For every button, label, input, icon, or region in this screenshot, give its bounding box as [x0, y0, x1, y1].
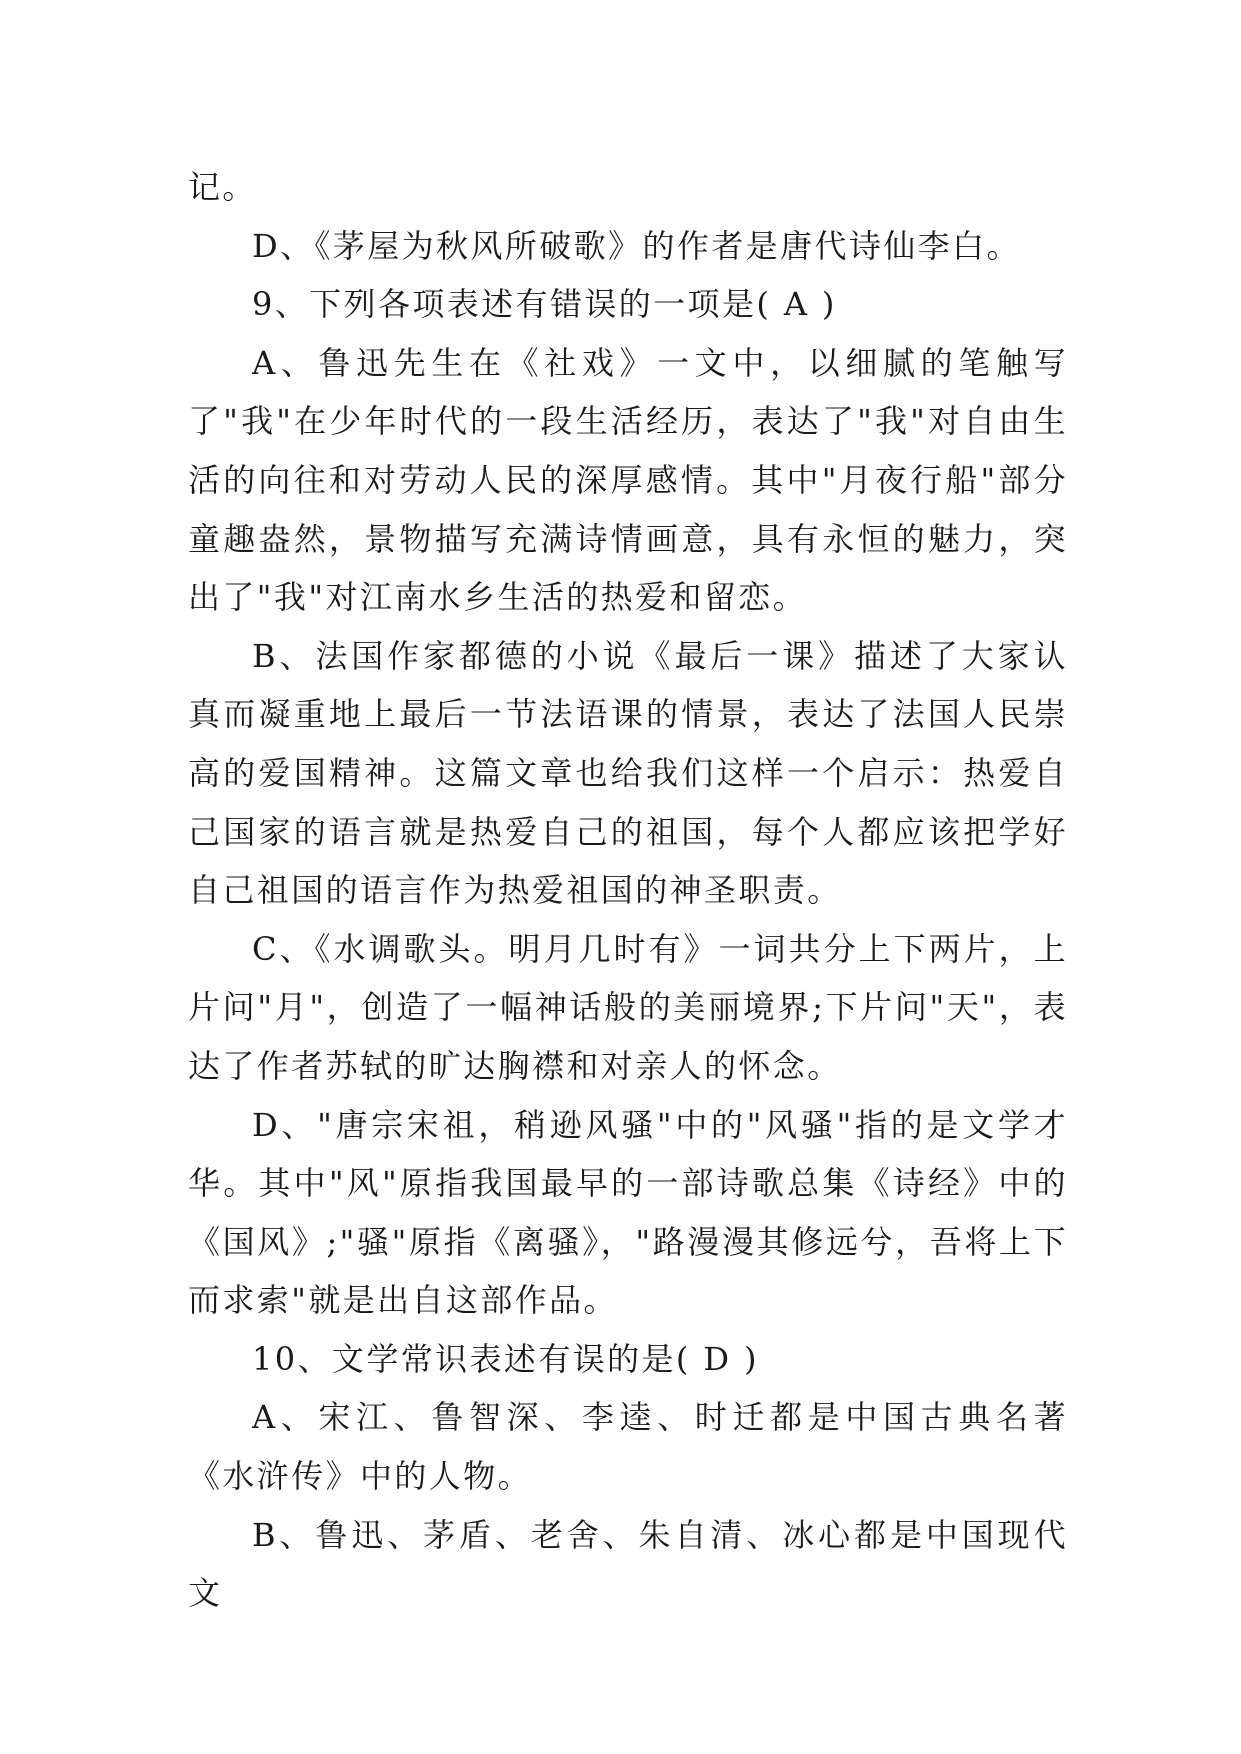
paragraph-option-c-q9: C、《水调歌头。明月几时有》一词共分上下两片，上片问"月"，创造了一幅神话般的美丽境界;下片问"天"，表达了作者苏轼的旷达胸襟和对亲人的怀念。 [188, 929, 1068, 1085]
paragraph-option-d-q8: D、《茅屋为秋风所破歌》的作者是唐代诗仙李白。 [252, 226, 1021, 265]
paragraph-continuation: 记。 [188, 168, 257, 206]
paragraph-option-b-q9: B、法国作家都德的小说《最后一课》描述了大家认真而凝重地上最后一节法语课的情景，表达了法国人民崇高的爱国精神。这篇文章也给我们这样一个启示：热爱自己国家的语言就是热爱自己的祖国，每个人都应该把学好自己祖国的语言作为热爱祖国的神圣职责。 [188, 636, 1068, 910]
paragraph-option-b-q10: B、鲁迅、茅盾、老舍、朱自清、冰心都是中国现代文 [188, 1515, 1068, 1613]
paragraph-option-d-q9: D、"唐宗宋祖，稍逊风骚"中的"风骚"指的是文学才华。其中"风"原指我国最早的一部诗歌总集《诗经》中的《国风》;"骚"原指《离骚》，"路漫漫其修远兮，吾将上下而求索"就是出自这部作品。 [188, 1105, 1068, 1320]
paragraph-option-a-q10: A、宋江、鲁智深、李逵、时迁都是中国古典名著《水浒传》中的人物。 [188, 1398, 1068, 1496]
question-10: 10、文学常识表述有误的是( D ) [252, 1339, 759, 1378]
paragraph-option-a-q9: A、鲁迅先生在《社戏》一文中，以细腻的笔触写了"我"在少年时代的一段生活经历，表达了"我"对自由生活的向往和对劳动人民的深厚感情。其中"月夜行船"部分童趣盎然，景物描写充满诗情画意，具有永恒的魅力，突出了"我"对江南水乡生活的热爱和留恋。 [188, 343, 1068, 617]
question-9: 9、下列各项表述有错误的一项是( A ) [252, 285, 837, 324]
document-body [188, 158, 1068, 1623]
